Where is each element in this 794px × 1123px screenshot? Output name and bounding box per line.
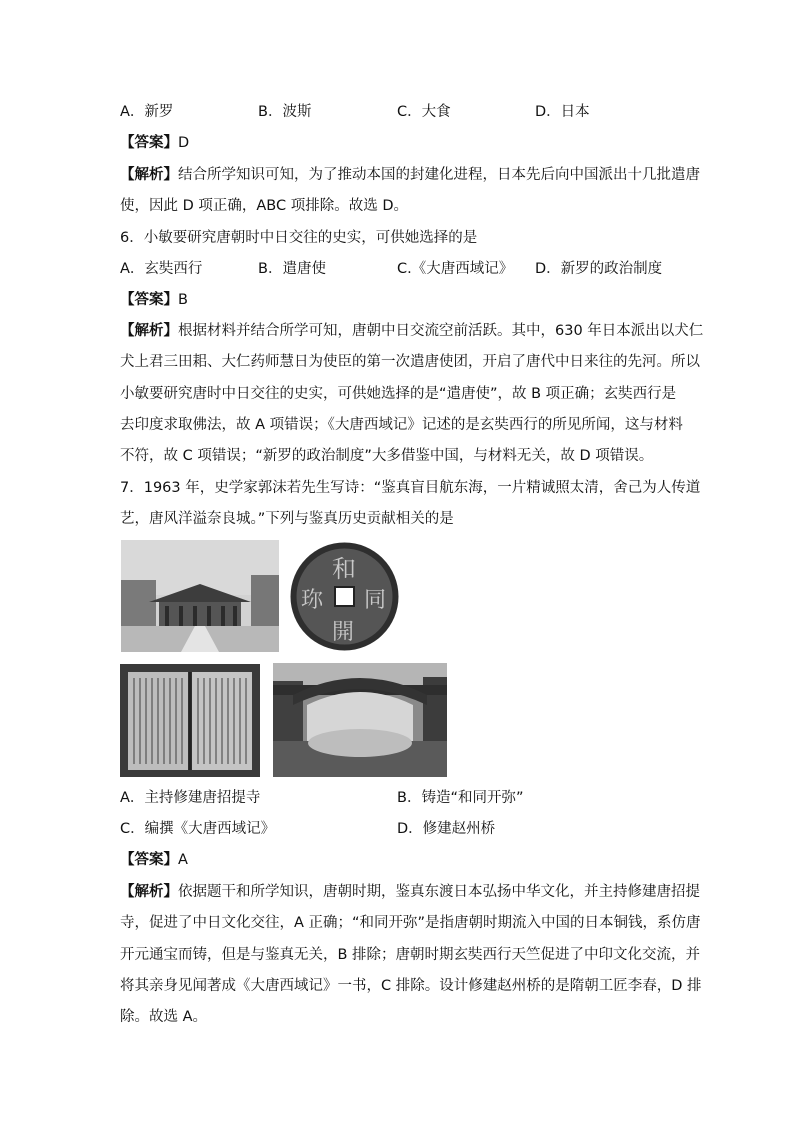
q7-analysis-line-2: 寺，促进了中日文化交往，A 正确；“和同开弥”是指唐朝时期流入中国的日本铜钱，系仿唐 xyxy=(120,915,701,931)
q6-stem: 6．小敏要研究唐朝时中日交往的史实，可供她选择的是 xyxy=(120,230,478,246)
answer-value: A xyxy=(178,852,188,868)
book-photo xyxy=(120,664,260,777)
q5-option-c: C．大食 xyxy=(397,104,451,120)
q5-analysis-line-1 xyxy=(120,165,700,185)
q7-analysis-line-5: 除。故选 A。 xyxy=(120,1009,208,1025)
q7-analysis-line-3: 开元通宝而铸，但是与鉴真无关，B 排除；唐朝时期玄奘西行天竺促进了中印文化交流，并 xyxy=(120,947,701,963)
q7-stem-line-2: 艺，唐风洋溢奈良城。”下列与鉴真历史贡献相关的是 xyxy=(120,511,454,527)
analysis-text: 结合所学知识可知，为了推动本国的封建化进程，日本先后向中国派出十几批遣唐 xyxy=(178,167,700,183)
q5-answer xyxy=(120,133,189,153)
q7-option-b: B．铸造“和同开弥” xyxy=(397,790,524,806)
q5-option-b: B．波斯 xyxy=(258,104,312,120)
q6-option-c: C.《大唐西域记》 xyxy=(397,261,514,277)
coin-glyph-right: 同 xyxy=(364,588,387,613)
bridge-illustration xyxy=(273,663,447,777)
answer-value: B xyxy=(178,292,188,308)
analysis-text: 根据材料并结合所学可知，唐朝中日交流空前活跃。其中，630 年日本派出以犬仁 xyxy=(178,323,704,339)
analysis-tag: 【解析】 xyxy=(120,167,178,183)
temple-photo xyxy=(121,540,279,652)
q6-analysis-line-2: 犬上君三田耜、大仁药师慧日为使臣的第一次遣唐使团，开启了唐代中日来往的先河。所以 xyxy=(120,354,700,370)
q7-options-row-2 xyxy=(120,819,680,839)
q7-option-c: C．编撰《大唐西域记》 xyxy=(120,821,276,837)
answer-value: D xyxy=(178,135,190,151)
q5-option-d: D．日本 xyxy=(535,104,590,120)
answer-tag: 【答案】 xyxy=(120,135,178,151)
book-illustration xyxy=(120,664,260,777)
answer-tag: 【答案】 xyxy=(120,292,178,308)
q6-options xyxy=(120,259,680,279)
q7-analysis-line-1 xyxy=(120,882,700,902)
q5-option-a: A．新罗 xyxy=(120,104,174,120)
q6-answer xyxy=(120,290,188,310)
q6-analysis-line-5: 不符，故 C 项错误；“新罗的政治制度”大多借鉴中国，与材料无关，故 D 项错误。 xyxy=(120,448,654,464)
q5-analysis-line-2: 使，因此 D 项正确，ABC 项排除。故选 D。 xyxy=(120,198,409,214)
q7-options-row-1 xyxy=(120,788,680,808)
q7-stem-line-1: 7．1963 年，史学家郭沫若先生写诗：“鉴真盲目航东海，一片精诚照太清，舍己为人传道 xyxy=(120,480,701,496)
q6-option-d: D．新罗的政治制度 xyxy=(535,261,663,277)
coin-glyph-left: 珎 xyxy=(301,588,324,613)
q6-option-b: B．遣唐使 xyxy=(258,261,326,277)
analysis-tag: 【解析】 xyxy=(120,884,178,900)
coin-photo xyxy=(289,541,400,652)
q6-analysis-line-1 xyxy=(120,321,703,341)
coin-glyph-bottom: 開 xyxy=(332,620,355,645)
answer-tag: 【答案】 xyxy=(120,852,178,868)
coin-glyph-top: 和 xyxy=(332,555,356,583)
analysis-tag: 【解析】 xyxy=(120,323,178,339)
q5-options xyxy=(120,102,680,122)
q7-option-a: A．主持修建唐招提寺 xyxy=(120,790,261,806)
bridge-photo xyxy=(273,663,447,777)
analysis-text: 依据题干和所学知识，唐朝时期，鉴真东渡日本弘扬中华文化，并主持修建唐招提 xyxy=(178,884,700,900)
q7-answer xyxy=(120,850,188,870)
temple-illustration xyxy=(121,540,279,652)
q7-analysis-line-4: 将其亲身见闻著成《大唐西域记》一书，C 排除。设计修建赵州桥的是隋朝工匠李春，D 排 xyxy=(120,978,702,994)
q7-option-d: D．修建赵州桥 xyxy=(397,821,496,837)
q6-analysis-line-3: 小敏要研究唐时中日交往的史实，可供她选择的是“遣唐使”，故 B 项正确；玄奘西行是 xyxy=(120,386,677,402)
q6-option-a: A．玄奘西行 xyxy=(120,261,203,277)
q6-analysis-line-4: 去印度求取佛法，故 A 项错误；《大唐西域记》记述的是玄奘西行的所见所闻，这与材料 xyxy=(120,417,683,433)
